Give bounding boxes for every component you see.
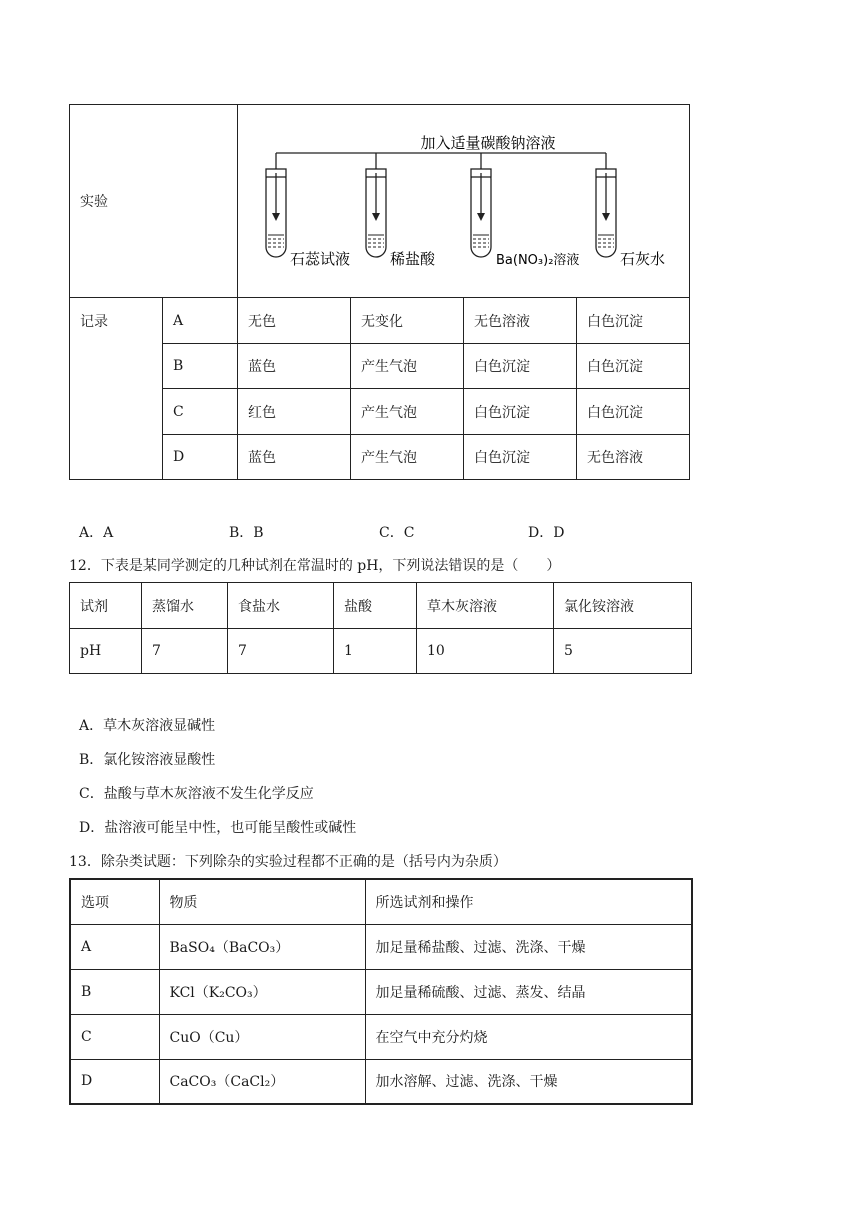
table-cell: 产生气泡 [351,344,464,389]
tube-label: Ba(NO₃)₂溶液 [496,253,580,268]
column-header: 蒸馏水 [142,583,228,629]
table-cell: 无色 [238,298,351,344]
table-cell: 蓝色 [238,344,351,389]
table-cell: 7 [142,629,228,674]
empty-cell [70,389,163,435]
table-row [70,1059,692,1104]
empty-cell [70,344,163,389]
record-label: 记录 [70,298,163,344]
test-tube-icon [366,169,386,257]
column-header: 食盐水 [228,583,334,629]
table-row [70,969,692,1014]
table-cell: 5 [554,629,692,674]
table-cell: 产生气泡 [351,435,464,480]
table-row [70,298,690,344]
table-row [70,629,692,674]
question-13-stem: 13．除杂类试题：下列除杂的实验过程都不正确的是（括号内为杂质） [69,854,507,870]
column-header: 选项 [70,879,159,924]
table-cell: 红色 [238,389,351,435]
column-header: 草木灰溶液 [417,583,554,629]
table-cell: 10 [417,629,554,674]
table-row [70,389,690,435]
table-cell: 白色沉淀 [464,389,577,435]
table-header-row [70,879,692,924]
q11-table [69,104,690,480]
table-cell: 蓝色 [238,435,351,480]
tube-label: 石灰水 [620,250,666,268]
test-tube-icon [266,169,286,257]
answer-option-b[interactable]: B．B [229,525,264,541]
test-tube-icon [596,169,616,257]
tube-label: 稀盐酸 [390,250,436,268]
column-header: 物质 [159,879,365,924]
substance-cell: CuO（Cu） [159,1014,365,1059]
test-tube-icon [471,169,491,257]
column-header: 氯化铵溶液 [554,583,692,629]
diagram-top-label: 加入适量碳酸钠溶液 [420,134,556,152]
operation-cell: 加足量稀硫酸、过滤、蒸发、结晶 [365,969,692,1014]
table-row [70,344,690,389]
table-cell: 无色溶液 [577,435,690,480]
table-cell: 7 [228,629,334,674]
tube-label: 石蕊试液 [290,250,351,268]
answer-option-c[interactable]: C．盐酸与草木灰溶液不发生化学反应 [79,786,314,802]
column-header: 盐酸 [334,583,417,629]
table-cell: pH [70,629,142,674]
q12-ph-table [69,582,692,674]
table-cell: 1 [334,629,417,674]
table-row [70,1014,692,1059]
table-cell: 白色沉淀 [464,435,577,480]
row-key: C [163,389,238,435]
answer-option-a[interactable]: A．草木灰溶液显碱性 [79,718,216,734]
column-header: 所选试剂和操作 [365,879,692,924]
answer-option-b[interactable]: B．氯化铵溶液显酸性 [79,752,216,768]
table-row [70,435,690,480]
answer-option-d[interactable]: D．盐溶液可能呈中性，也可能呈酸性或碱性 [79,820,357,836]
table-row [70,924,692,969]
q13-table [69,878,693,1105]
table-cell: 白色沉淀 [577,298,690,344]
row-key: C [70,1014,159,1059]
column-header: 试剂 [70,583,142,629]
answer-option-a[interactable]: A．A [79,525,114,541]
operation-cell: 在空气中充分灼烧 [365,1014,692,1059]
row-key: B [163,344,238,389]
experiment-label: 实验 [70,105,238,298]
table-cell: 无色溶液 [464,298,577,344]
table-header-row [70,583,692,629]
answer-option-c[interactable]: C．C [379,525,415,541]
table-cell: 白色沉淀 [577,344,690,389]
row-key: D [163,435,238,480]
table-cell: 产生气泡 [351,389,464,435]
row-key: A [163,298,238,344]
question-12-stem: 12．下表是某同学测定的几种试剂在常温时的 pH，下列说法错误的是（ ） [69,558,561,574]
substance-cell: KCl（K₂CO₃） [159,969,365,1014]
table-cell: 白色沉淀 [577,389,690,435]
answer-option-d[interactable]: D．D [528,525,565,541]
row-key: B [70,969,159,1014]
operation-cell: 加足量稀盐酸、过滤、洗涤、干燥 [365,924,692,969]
empty-cell [70,435,163,480]
substance-cell: CaCO₃（CaCl₂） [159,1059,365,1104]
operation-cell: 加水溶解、过滤、洗涤、干燥 [365,1059,692,1104]
test-tubes-diagram [238,105,688,297]
row-key: A [70,924,159,969]
experiment-diagram [238,105,690,298]
row-key: D [70,1059,159,1104]
table-cell: 无变化 [351,298,464,344]
table-cell: 白色沉淀 [464,344,577,389]
substance-cell: BaSO₄（BaCO₃） [159,924,365,969]
